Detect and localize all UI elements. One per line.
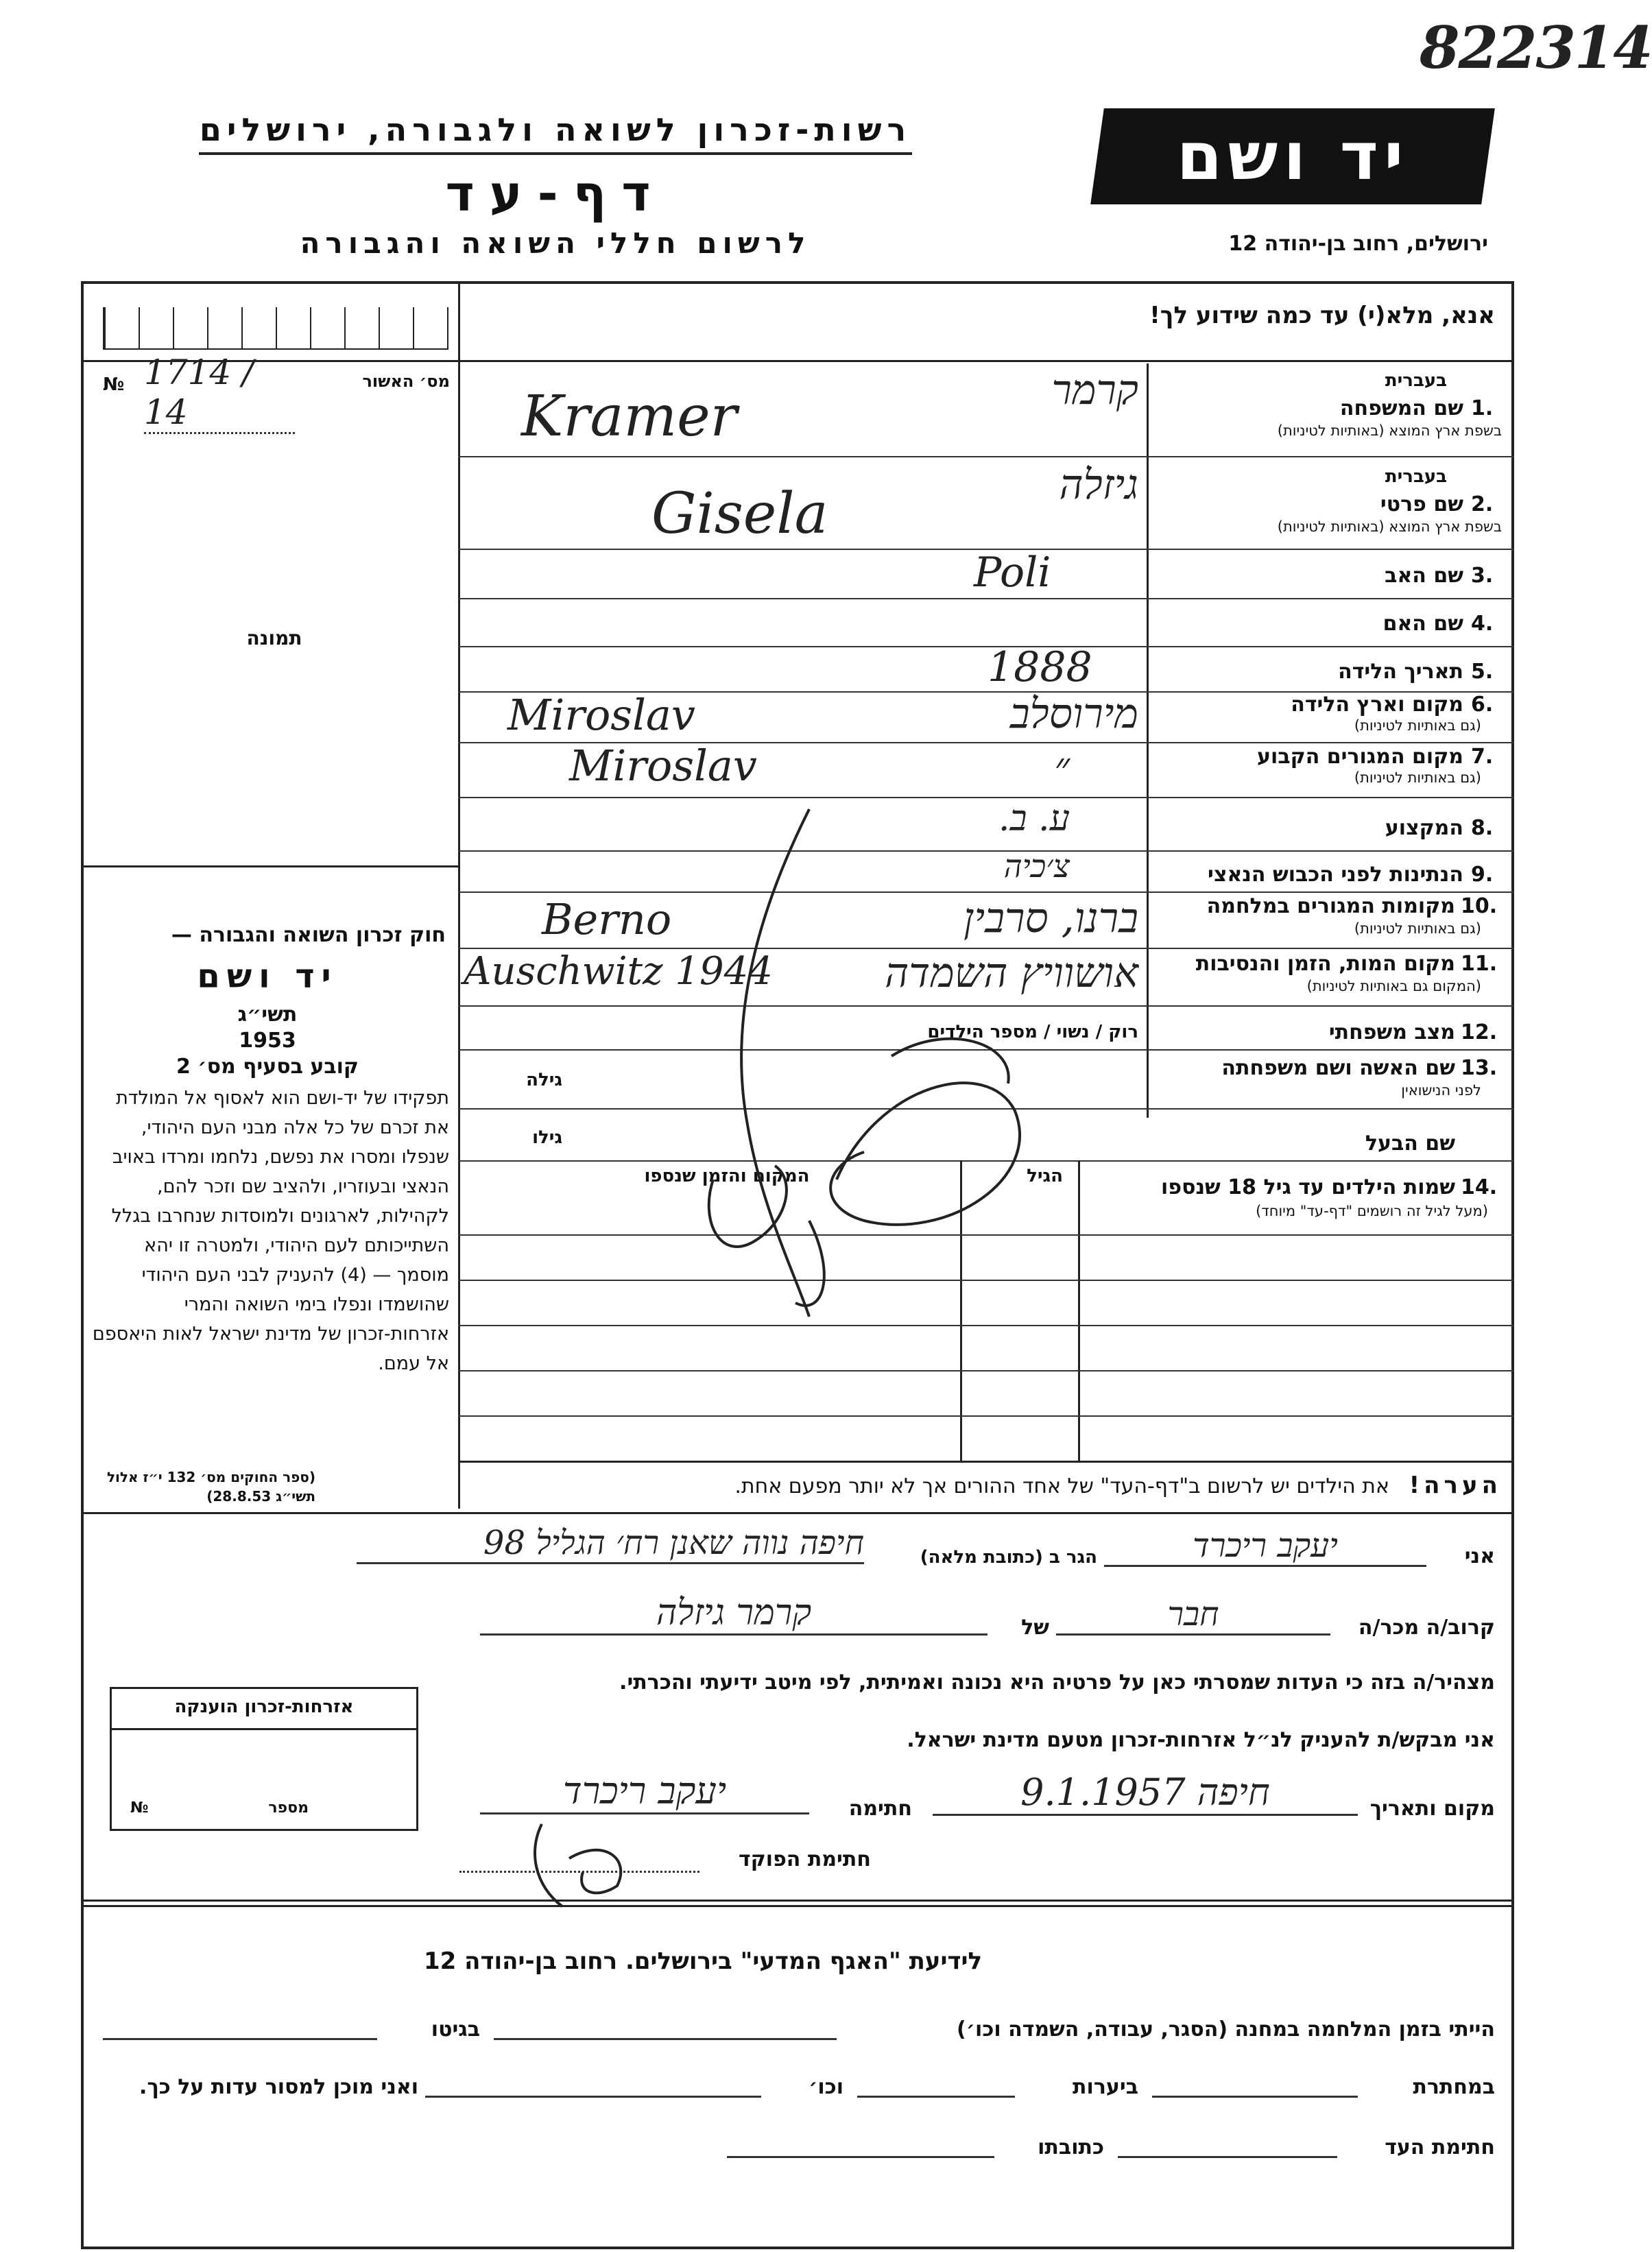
row-rule <box>458 456 1514 457</box>
field-10-sub: (גם באותיות לטיניות) <box>1354 920 1481 937</box>
field-7-value-he: ״ <box>1054 743 1070 791</box>
field-13-label: שם האשה ושם משפחתה <box>1221 1056 1455 1080</box>
law-clause: קובע בסעיף מס׳ 2 <box>176 1055 359 1079</box>
intro-text: אנא, מלא(י) עד כמה שידוע לך! <box>1149 302 1495 329</box>
field-10-value-latin: Berno <box>542 894 672 944</box>
bottom-line2-end: ואני מוכן למסור עדות על כך. <box>139 2075 418 2099</box>
field-3-number: 3. <box>1471 564 1494 588</box>
field-1-value-he: קרמר <box>1051 366 1138 414</box>
registration-value: 1714 / 14 <box>144 352 295 434</box>
children-bottom-rule <box>458 1461 1514 1463</box>
field-4-label: שם האם <box>1382 612 1463 636</box>
field-7-number: 7. <box>1471 745 1494 769</box>
field-8-value: ע. ב. <box>998 798 1070 839</box>
note-bottom-rule <box>81 1512 1514 1514</box>
bottom-section-rule-1 <box>81 1900 1514 1902</box>
archive-number: 822314 <box>1420 14 1652 82</box>
law-year-he: תשי״ג <box>237 1003 298 1027</box>
field-12-options: רוק / נשוי / מספר הילדים <box>927 1022 1138 1042</box>
field-9-number: 9. <box>1471 863 1494 887</box>
field-2-sub: בשפת ארץ המוצא (באותיות לטיניות) <box>1277 518 1502 535</box>
address: ירושלים, רחוב בן-יהודה 12 <box>1228 232 1488 256</box>
header-rule <box>199 152 912 155</box>
note-label: הערה! <box>1409 1472 1502 1499</box>
field-2-value-he: גיזלה <box>1059 461 1138 509</box>
children-label: שמות הילדים עד גיל 18 שנספו <box>1161 1175 1455 1199</box>
field-2-label: שם פרטי <box>1380 492 1463 516</box>
registration-prefix: № <box>103 374 125 395</box>
children-col-place: המקום והזמן שנספו <box>644 1166 810 1186</box>
field-6-value-he: מירוסלב <box>1009 690 1138 738</box>
row-rule <box>458 1415 1514 1417</box>
official-signature-scribble <box>521 1810 658 1913</box>
field-12-label: מצב משפחתי <box>1328 1020 1455 1044</box>
field-4-number: 4. <box>1471 612 1494 636</box>
children-col-age: הגיל <box>1027 1166 1063 1186</box>
husband-label: שם הבעל <box>1365 1131 1455 1155</box>
field-1-tag: בעברית <box>1385 370 1447 391</box>
law-text: תפקידו של יד-ושם הוא לאסוף אל המולדת את זכרם של כל אלה מבני העם היהודי, שנפלו ומסרו את נפשם, נלחמו ומרדו באויב הנאצי ובעוזריו, ולהציב שם וזכר להם, לקהילות, לארגונים ולמוסדות שנחרבו בגלל השתייכותם לעם היהודי, ולמטרה זו יהא מוסמך — (4) להעניק לבני העם היהודי שהושמדו ונפלו בימי השואה והמרי אזרחות-זכרון של מדינת ישראל לאות היאספם אל עמם. <box>92 1088 449 1374</box>
law-year: 1953 <box>239 1029 296 1053</box>
registration-label: מס׳ האשור <box>362 372 450 391</box>
field-9-value: צ׳כיה <box>1003 848 1070 885</box>
declaration-statement: מצהיר/ה בזה כי העדות שמסרתי כאן על פרטיה היא נכונה ואמיתית, לפי מיטב ידיעתי והכרתי. <box>619 1670 1495 1694</box>
form-subtitle: לרשום חללי השואה והגבורה <box>300 226 811 260</box>
field-14-number: 14. <box>1461 1175 1498 1199</box>
citizenship-number-prefix: № <box>130 1799 149 1817</box>
address-label: הגר ב (כתובת מלאה) <box>920 1547 1097 1568</box>
field-13-hint: גילה <box>526 1070 562 1090</box>
bottom-line2-mid2: וכו׳ <box>809 2075 843 2099</box>
field-2-number: 2. <box>1471 492 1494 516</box>
husband-hint: גילו <box>532 1127 562 1148</box>
bottom-line1-blank[interactable] <box>494 2038 837 2040</box>
relative-label: קרוב/ה מכר/ה <box>1358 1616 1495 1640</box>
field-1-value-latin: Kramer <box>521 384 737 449</box>
law-reference: (ספר החוקים מס׳ 132 י״ז אלול תשי״ג 28.8.53) <box>106 1469 315 1505</box>
bottom-line2-blank-3[interactable] <box>425 2096 761 2098</box>
field-10-value-he: ברנו, סרבין <box>963 894 1138 942</box>
bottom-line1-end-blank[interactable] <box>103 2038 377 2040</box>
field-3-value: Poli <box>974 549 1051 597</box>
bottom-line2-mid1: ביערות <box>1073 2075 1138 2099</box>
bottom-line2-blank-1[interactable] <box>1152 2096 1358 2098</box>
field-2-value-latin: Gisela <box>651 481 828 547</box>
field-5-value: 1888 <box>987 643 1092 691</box>
field-9-label: הנתינות לפני הכבוש הנאצי <box>1208 863 1463 887</box>
bottom-section-rule-2 <box>81 1905 1514 1907</box>
row-rule <box>458 598 1514 599</box>
citizenship-rule <box>110 1728 418 1730</box>
citizenship-title: אזרחות-זכרון הוענקה <box>174 1697 354 1717</box>
witness-signature-label: חתימת העד <box>1385 2135 1495 2159</box>
field-8-label: המקצוע <box>1385 816 1463 840</box>
field-1-sub: בשפת ארץ המוצא (באותיות לטיניות) <box>1277 422 1502 439</box>
field-5-label: תאריך הלידה <box>1338 660 1463 684</box>
official-signature-label: חתימת הפוקד <box>739 1847 871 1871</box>
field-11-value-he: אושוויץ השמדה <box>885 949 1138 997</box>
row-rule <box>458 1370 1514 1371</box>
authority-title: רשות-זכרון לשואה ולגבורה, ירושלים <box>199 111 912 148</box>
children-col-divider-1 <box>1078 1160 1080 1462</box>
field-7-value-latin: Miroslav <box>569 741 757 791</box>
field-7-label: מקום המגורים הקבוע <box>1257 745 1463 769</box>
field-3-label: שם האב <box>1385 564 1463 588</box>
field-10-label: מקומות המגורים במלחמה <box>1206 894 1455 918</box>
bottom-line1: הייתי בזמן המלחמה במחנה (הסגר, עבודה, השמדה וכו׳) <box>957 2017 1495 2041</box>
field-6-number: 6. <box>1471 693 1494 717</box>
form-title: דף-עד <box>445 165 666 222</box>
law-title: חוק זכרון השואה והגבורה — <box>171 923 446 947</box>
witness-signature-blank[interactable] <box>1118 2156 1337 2158</box>
field-6-value-latin: Miroslav <box>507 690 695 740</box>
field-1-label: שם המשפחה <box>1339 396 1463 420</box>
field-1-number: 1. <box>1471 396 1494 420</box>
witness-address-blank[interactable] <box>727 2156 994 2158</box>
bottom-line2-start: במחתרת <box>1413 2075 1495 2099</box>
place-date-label: מקום ותאריך <box>1369 1797 1495 1821</box>
law-box-top-rule <box>81 865 458 867</box>
declarant-address: חיפה נווה שאנן רח׳ הגליל 98 <box>357 1524 864 1564</box>
citizenship-number-label: מספר <box>268 1799 309 1817</box>
handwritten-signature-scribble <box>658 795 1070 1330</box>
logo-text: יד ושם <box>1176 118 1409 195</box>
field-11-value-latin: Auschwitz 1944 <box>464 949 773 994</box>
field-11-sub: (המקום גם באותיות לטיניות) <box>1306 978 1481 994</box>
note-text: את הילדים יש לרשום ב"דף-העד" של אחד ההורים אך לא יותר מפעם אחת. <box>734 1474 1390 1498</box>
field-13-number: 13. <box>1461 1056 1498 1080</box>
declaration-ani: אני <box>1464 1544 1495 1568</box>
field-10-number: 10. <box>1461 894 1498 918</box>
of-value: קרמר גיזלה <box>480 1592 987 1636</box>
bottom-title: לידיעת "האגף המדעי" בירושלים. רחוב בן-יהודה 12 <box>423 1948 983 1975</box>
declarant-name: יעקב ריכרד <box>1104 1526 1426 1567</box>
field-5-number: 5. <box>1471 660 1494 684</box>
citizenship-request: אני מבקש/ת להעניק לנ״ל אזרחות-זכרון מטעם מדינת ישראל. <box>907 1728 1495 1752</box>
field-6-sub: (גם באותיות לטיניות) <box>1354 717 1481 734</box>
intro-rule <box>458 360 1514 362</box>
signature-value: יעקב ריכרד <box>480 1769 809 1814</box>
witness-address-label: כתובתו <box>1038 2135 1104 2159</box>
bottom-line2-blank-2[interactable] <box>857 2096 1015 2098</box>
place-date-value: חיפה 9.1.1957 <box>933 1771 1358 1816</box>
field-11-number: 11. <box>1461 952 1498 976</box>
field-13-sub: לפני הנישואין <box>1401 1082 1481 1099</box>
field-2-tag: בעברית <box>1385 466 1447 487</box>
comb-box <box>103 307 448 350</box>
row-rule <box>458 646 1514 647</box>
signature-label: חתימה <box>848 1797 912 1821</box>
relative-value: חבר <box>1056 1595 1330 1636</box>
field-8-number: 8. <box>1471 816 1494 840</box>
of-label: של <box>1021 1616 1049 1640</box>
field-7-sub: (גם באותיות לטיניות) <box>1354 769 1481 786</box>
children-sub: (מעל לגיל זה רושמים "דף-עד" מיוחד) <box>1256 1203 1488 1219</box>
law-name: יד ושם <box>197 957 338 996</box>
bottom-line1-end: בגיטו <box>431 2017 480 2041</box>
label-column-divider <box>1147 363 1149 1118</box>
field-6-label: מקום וארץ הלידה <box>1291 693 1463 717</box>
note-row <box>473 1472 1502 1499</box>
photo-label: תמונה <box>246 627 302 649</box>
field-12-number: 12. <box>1461 1020 1498 1044</box>
field-11-label: מקום המות, הזמן והנסיבות <box>1195 952 1455 976</box>
